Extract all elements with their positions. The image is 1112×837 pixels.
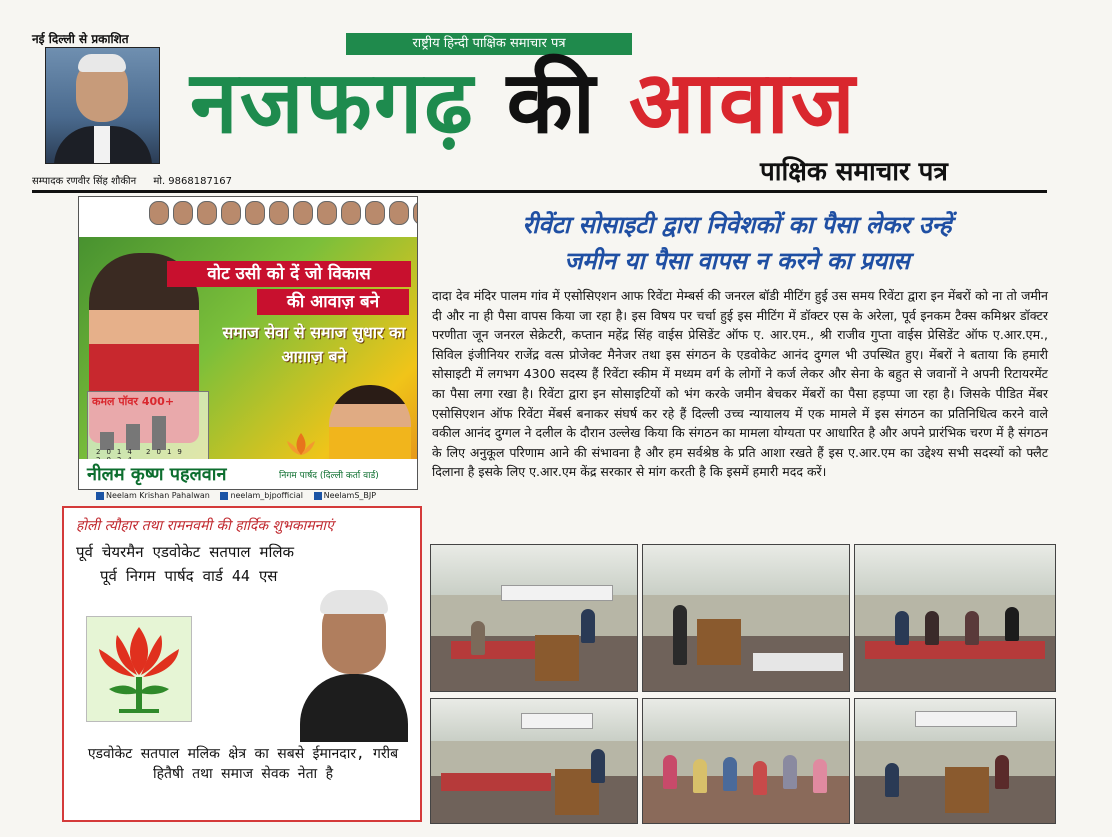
title-word-awaaz: आवाज: [628, 53, 857, 153]
article-body: दादा देव मंदिर पालम गांव में एसोसिएशन आफ रिवेंटा मेम्बर्स की जनरल बॉडी मीटिंग हुई उस समय रिवेंटा द्वारा इन मेंबरों को ना तो जमीन दी और ना ही पैसा वापस किया जा रहा है। इस विषय पर चर्चा हुई इस मीटिंग में डॉक्टर एस के अरेला, पूर्व इनकम टैक्स कमिश्नर डॉक्टर परणीता जून जनरल सेक्रेटरी, कप्तान महेंद्र सिंह वाईस प्रेसिडेंट ऑफ ए. आर.एम., श्री राजीव गुप्ता वाईस प्रेसिडेंट ऑफ ए.आर.एम., सिविल इंजीनियर राजेंद्र वत्स प्रोजेक्ट मैनेजर तथा इस संगठन के एडवोकेट आनंद दुग्गल भी उपस्थित हुए। मेंबरों ने बताया कि हमारी सोसाइटी में लगभग 4300 सदस्य हैं रिवेंटा स्कीम में मध्यम वर्ग के लोगों ने कर्ज लेकर और सेना के बहुत से जवानों ने अपनी रिटायरमेंट का पैसा लगा रखा है। रिवेंटा द्वारा इन सोसाइटियों को भंग करके जमीन बेचकर मेंबरों का पैसा हड़प्पा जा रहा है। जिसके पीडित मेंबर एसोसिएशन ऑफ रिवेंटा मेंबर्स बनाकर संघर्ष कर रहे हैं दिल्ली उच्च न्यायालय में एक मामले में इस संगठन का प्रतिनिधित्व करने वाले वकील आनंद दुग्गल ने दलील के दौरान उल्लेख किया कि संगठन का मामला योग्यता पर आधारित है और अपने प्रारंभिक चरण में है संगठन के लिए अनुकूल परिणाम आने की संभावना है और हम सर्वश्रेष्ठ के प्रति आशा रखते हैं इस ए.आर.एम का उद्देश्य सभी सदस्यों को फ्लैट दिलाना है इसके लिए ए.आर.एम केंद्र सरकार से मांग करती है कि इसमें हमारी मदद करें।: [432, 288, 1048, 480]
former-chairman-line: पूर्व चेयरमैन एडवोकेट सतपाल मलिक: [76, 543, 295, 561]
published-from: नई दिल्ली से प्रकाशित: [32, 32, 129, 46]
facebook-handle: Neelam Krishan Pahalwan: [106, 491, 210, 500]
headline-line2: जमीन या पैसा वापस न करने का प्रयास: [564, 247, 910, 275]
headline-line1: रीवेंटा सोसाइटी द्वारा निवेशकों का पैसा लेकर उन्हें: [522, 211, 952, 239]
lotus-icon: [283, 429, 319, 459]
campaign-ad: [78, 196, 418, 490]
lotus-logo-icon: [87, 617, 191, 721]
editor-name: सम्पादक रणवीर सिंह शौकीन: [32, 176, 137, 187]
masthead-tagline: राष्ट्रीय हिन्दी पाक्षिक समाचार पत्र: [346, 33, 632, 55]
candidate-designation: निगम पार्षद (दिल्ली कर्ता वार्ड): [279, 471, 379, 481]
secondary-candidate-photo: [329, 385, 411, 461]
kamal-text: कमल पॉवर 400+: [92, 395, 175, 408]
meeting-photo-3: [854, 544, 1056, 692]
satpal-malik-photo: [300, 588, 408, 742]
twitter-handle: NeelamS_BJP: [323, 491, 377, 500]
instagram-handle: neelam_bjpofficial: [230, 491, 304, 500]
leader-description: एडवोकेट सतपाल मलिक क्षेत्र का सबसे ईमानदार, गरीब हितैषी तथा समाज सेवक नेता है: [87, 746, 399, 782]
editor-line: [32, 173, 246, 187]
masthead-subtitle: पाक्षिक समाचार पत्र: [760, 157, 948, 187]
vote-slogan-line2: की आवाज़ बने: [257, 289, 409, 315]
meeting-photo-6: [854, 698, 1056, 824]
title-word-najafgarh: नजफगढ़: [190, 53, 475, 153]
samaj-slogan: समाज सेवा से समाज सुधार का आग़ाज़ बने: [222, 323, 406, 366]
festival-greeting: होली त्यौहार तथा रामनवमी की हार्दिक शुभकामनाएं: [76, 518, 334, 534]
social-handles: [88, 491, 376, 500]
kamal-chart-graphic: [87, 391, 209, 461]
meeting-photo-2: [642, 544, 850, 692]
meeting-photo-1: [430, 544, 638, 692]
newspaper-title: [190, 48, 857, 158]
editor-photo: [45, 47, 160, 164]
meeting-photo-4: [430, 698, 638, 824]
twitter-icon: [314, 492, 322, 500]
meeting-photo-5: [642, 698, 850, 824]
greeting-ad: [62, 506, 422, 822]
bjp-lotus-logo: [86, 616, 192, 722]
instagram-icon: [220, 492, 228, 500]
title-word-ki: की: [506, 53, 597, 153]
masthead-divider: [32, 190, 1047, 193]
facebook-icon: [96, 492, 104, 500]
article-headline: [432, 207, 1042, 279]
former-councillor-line: पूर्व निगम पार्षद वार्ड 44 एस: [100, 567, 278, 585]
candidate-name: नीलम कृष्ण पहलवान: [87, 464, 227, 485]
editor-mobile: मो. 9868187167: [153, 176, 232, 187]
vote-slogan-line1: वोट उसी को दें जो विकास: [167, 261, 411, 287]
kamal-years: 2014 2019: [96, 448, 188, 456]
leader-photos-strip: [79, 197, 417, 237]
